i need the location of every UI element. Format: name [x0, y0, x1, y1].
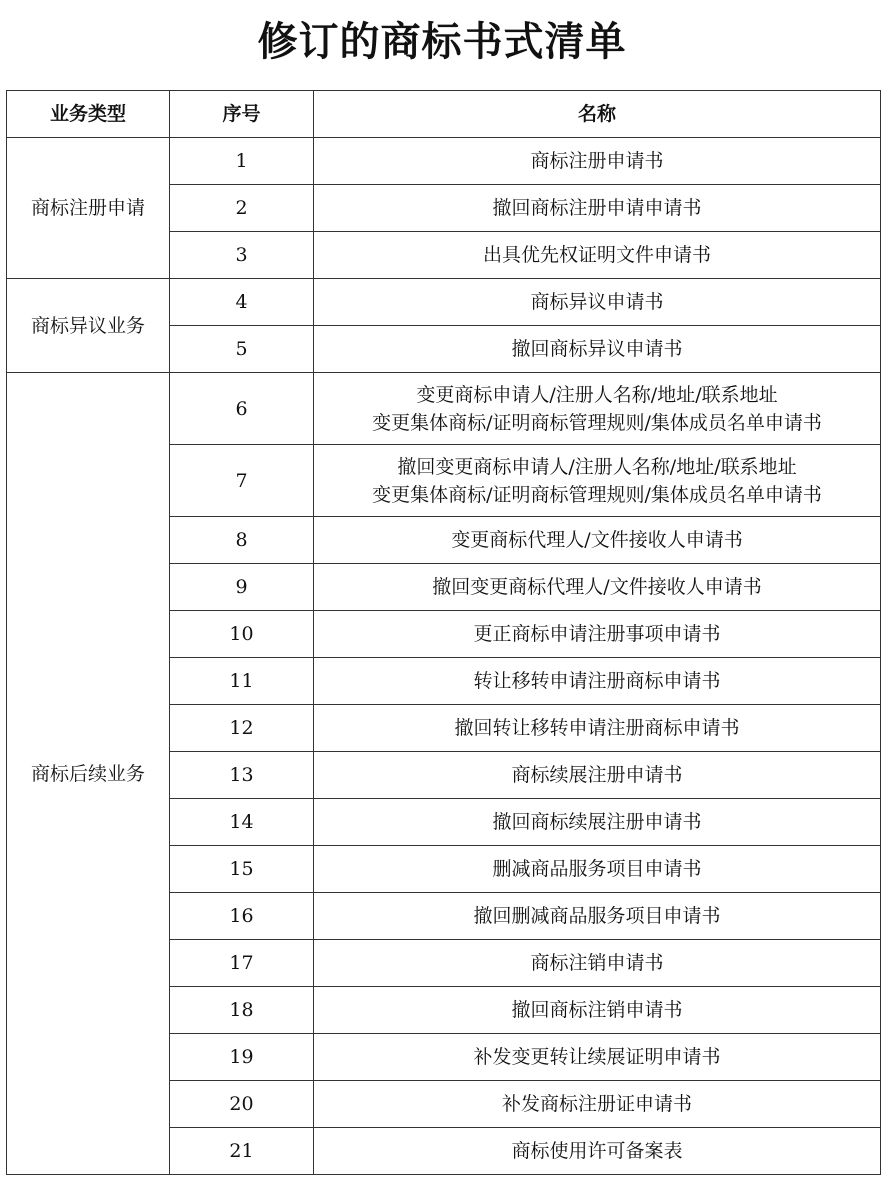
form-name-line: 商标续展注册申请书	[511, 764, 683, 786]
row-number-cell: 9	[170, 564, 314, 611]
table-body	[7, 138, 881, 1175]
form-list-table	[6, 90, 881, 1175]
row-number-cell: 20	[170, 1081, 314, 1128]
form-name-line: 变更商标申请人/注册人名称/地址/联系地址	[416, 383, 778, 406]
row-number-cell: 17	[170, 940, 314, 987]
form-name-cell	[314, 658, 881, 705]
form-name-line: 出具优先权证明文件申请书	[482, 244, 711, 266]
page-title: 修订的商标书式清单	[257, 19, 627, 65]
form-name-line: 更正商标申请注册事项申请书	[473, 623, 721, 645]
form-name-cell	[314, 611, 881, 658]
business-type-cell: 商标后续业务	[7, 373, 170, 1175]
column-header-name: 名称	[314, 91, 881, 138]
form-name-cell	[314, 279, 881, 326]
form-name-line: 商标注册申请书	[530, 150, 664, 172]
row-number-cell: 1	[170, 138, 314, 185]
business-type-cell: 商标注册申请	[7, 138, 170, 279]
form-name-line: 转让移转申请注册商标申请书	[473, 670, 721, 692]
row-number-cell: 11	[170, 658, 314, 705]
form-name-cell	[314, 705, 881, 752]
row-number-cell: 18	[170, 987, 314, 1034]
form-name-line: 变更集体商标/证明商标管理规则/集体成员名单申请书	[372, 411, 822, 434]
form-name-cell	[314, 232, 881, 279]
form-name-line: 变更商标代理人/文件接收人申请书	[451, 529, 743, 551]
form-name-cell	[314, 445, 881, 517]
form-name-cell	[314, 373, 881, 445]
form-name-line: 变更集体商标/证明商标管理规则/集体成员名单申请书	[372, 483, 822, 506]
row-number-cell: 5	[170, 326, 314, 373]
row-number-cell: 12	[170, 705, 314, 752]
form-name-line: 补发变更转让续展证明申请书	[473, 1046, 721, 1068]
form-name-line: 补发商标注册证申请书	[501, 1093, 692, 1115]
column-header-type: 业务类型	[7, 91, 170, 138]
form-name-cell	[314, 940, 881, 987]
form-name-cell	[314, 846, 881, 893]
row-number-cell: 14	[170, 799, 314, 846]
form-name-cell	[314, 752, 881, 799]
form-name-line: 商标注销申请书	[530, 952, 664, 974]
form-name-cell	[314, 1128, 881, 1175]
form-name-cell	[314, 799, 881, 846]
form-name-line: 撤回转让移转申请注册商标申请书	[454, 717, 740, 739]
row-number-cell: 15	[170, 846, 314, 893]
form-name-cell	[314, 1034, 881, 1081]
form-name-cell	[314, 1081, 881, 1128]
row-number-cell: 10	[170, 611, 314, 658]
form-name-line: 删减商品服务项目申请书	[492, 858, 702, 880]
form-name-cell	[314, 893, 881, 940]
form-name-line: 撤回商标续展注册申请书	[492, 811, 702, 833]
table-header-row	[7, 91, 881, 138]
form-name-line: 撤回商标注销申请书	[511, 999, 683, 1021]
form-name-line: 撤回变更商标代理人/文件接收人申请书	[432, 576, 762, 598]
form-name-cell	[314, 517, 881, 564]
row-number-cell: 3	[170, 232, 314, 279]
table-row	[7, 373, 881, 445]
business-type-cell: 商标异议业务	[7, 279, 170, 373]
row-number-cell: 6	[170, 373, 314, 445]
form-name-cell	[314, 326, 881, 373]
row-number-cell: 7	[170, 445, 314, 517]
form-name-cell	[314, 138, 881, 185]
row-number-cell: 4	[170, 279, 314, 326]
table-row	[7, 279, 881, 326]
row-number-cell: 8	[170, 517, 314, 564]
column-header-number: 序号	[170, 91, 314, 138]
table-row	[7, 138, 881, 185]
row-number-cell: 19	[170, 1034, 314, 1081]
form-name-line: 撤回变更商标申请人/注册人名称/地址/联系地址	[397, 455, 797, 478]
form-name-line: 撤回商标异议申请书	[511, 338, 683, 360]
row-number-cell: 2	[170, 185, 314, 232]
form-name-cell	[314, 987, 881, 1034]
row-number-cell: 21	[170, 1128, 314, 1175]
form-name-line: 商标异议申请书	[530, 291, 664, 313]
row-number-cell: 13	[170, 752, 314, 799]
row-number-cell: 16	[170, 893, 314, 940]
form-name-line: 撤回删减商品服务项目申请书	[473, 905, 721, 927]
form-name-line: 商标使用许可备案表	[511, 1140, 683, 1162]
form-name-cell	[314, 564, 881, 611]
form-name-line: 撤回商标注册申请申请书	[492, 197, 702, 219]
form-name-cell	[314, 185, 881, 232]
